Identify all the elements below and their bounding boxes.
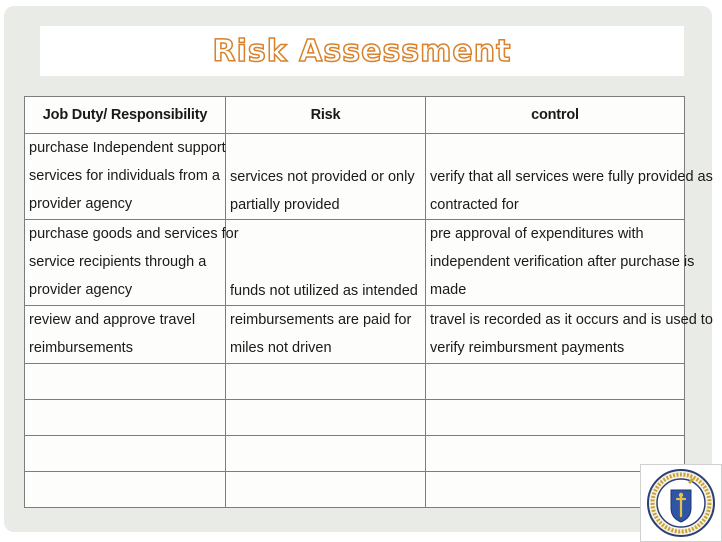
empty-cell xyxy=(226,364,426,400)
cell-line: purchase goods and services for xyxy=(29,226,239,242)
header-job-duty: Job Duty/ Responsibility xyxy=(25,97,226,134)
empty-table-row xyxy=(25,400,685,436)
empty-cell xyxy=(426,400,685,436)
massachusetts-seal-icon xyxy=(646,468,716,538)
cell-line: provider agency xyxy=(29,196,133,212)
empty-cell xyxy=(226,472,426,508)
cell-line: reimbursements xyxy=(29,340,133,356)
empty-cell xyxy=(426,364,685,400)
cell-line: partially provided xyxy=(230,197,340,213)
empty-table-row xyxy=(25,472,685,508)
risk-assessment-table xyxy=(24,96,713,508)
cell-line: funds not utilized as intended xyxy=(230,283,418,299)
empty-cell xyxy=(25,472,226,508)
title-bar xyxy=(40,26,684,76)
cell-line: purchase Independent support xyxy=(29,140,226,156)
control-cell xyxy=(426,134,713,220)
cell-line: verify reimbursment payments xyxy=(430,340,625,356)
table-row xyxy=(25,220,685,306)
cell-line: independent verification after purchase is xyxy=(430,254,695,270)
cell-line: reimbursements are paid for xyxy=(230,312,412,328)
empty-table-row xyxy=(25,436,685,472)
slide-title: Risk Assessment xyxy=(212,33,512,69)
empty-cell xyxy=(25,364,226,400)
seal-container xyxy=(640,464,722,542)
duty-cell xyxy=(25,306,226,364)
control-cell xyxy=(426,306,713,364)
risk-cell xyxy=(226,134,426,220)
cell-line: contracted for xyxy=(430,197,519,213)
cell-line: miles not driven xyxy=(230,340,332,356)
header-control: control xyxy=(426,97,685,134)
empty-table-row xyxy=(25,364,685,400)
empty-cell xyxy=(25,436,226,472)
cell-line: travel is recorded as it occurs and is used to xyxy=(430,312,713,328)
table-row xyxy=(25,306,685,364)
cell-line: services not provided or only xyxy=(230,169,415,185)
risk-cell xyxy=(226,220,426,306)
cell-line: review and approve travel xyxy=(29,312,196,328)
cell-line: made xyxy=(430,282,467,298)
risk-cell xyxy=(226,306,426,364)
empty-cell xyxy=(226,436,426,472)
cell-line: pre approval of expenditures with xyxy=(430,226,644,242)
duty-cell xyxy=(25,220,239,306)
empty-cell xyxy=(226,400,426,436)
duty-cell xyxy=(25,134,226,220)
cell-line: service recipients through a xyxy=(29,254,207,270)
table-row xyxy=(25,134,685,220)
control-cell xyxy=(426,220,695,306)
cell-line: verify that all services were fully provided as xyxy=(430,169,713,185)
table-header-row xyxy=(25,97,685,134)
header-risk: Risk xyxy=(226,97,426,134)
empty-cell xyxy=(25,400,226,436)
cell-line: services for individuals from a xyxy=(29,168,220,184)
cell-line: provider agency xyxy=(29,282,133,298)
